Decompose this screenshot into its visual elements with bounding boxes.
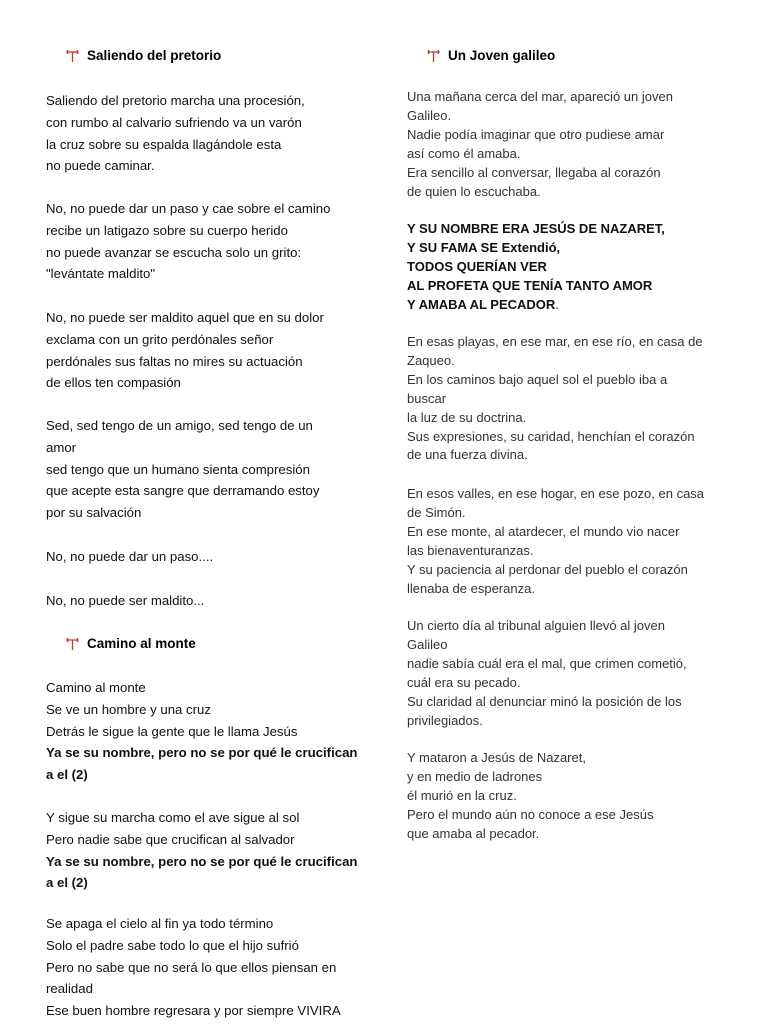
stanza: No, no puede dar un paso....	[46, 549, 214, 564]
stanza: Saliendo del pretorio marcha una procesión, con rumbo al calvario sufriendo va un varón la cruz sobre su espalda llagándole esta no puede caminar.	[46, 93, 305, 174]
stanza: Una mañana cerca del mar, apareció un joven Galileo. Nadie podía imaginar que otro pudiese amar así como él amaba. Era sencillo al conversar, llegaba al corazón de quien lo escuchaba.	[407, 89, 673, 199]
song-title-camino: Camino al monte	[66, 636, 196, 651]
stanza: En esos valles, en ese hogar, en ese pozo, en casa de Simón. En ese monte, al atardecer, el mundo vio nacer las bienaventuranzas. Y su paciencia al perdonar del pueblo el corazón llenaba de esperanza.	[407, 486, 705, 596]
stanza: Camino al monte Se ve un hombre y una cruz Detrás le sigue la gente que le llama Jesús Ya se su nombre, pero no se por qué le crucifican a el (2)	[46, 680, 358, 783]
stanza: No, no puede ser maldito...	[46, 593, 205, 608]
cross-arrow-icon	[66, 49, 79, 63]
cross-arrow-icon	[66, 637, 79, 651]
cross-arrow-icon	[427, 49, 440, 63]
song-title-saliendo: Saliendo del pretorio	[66, 48, 221, 63]
stanza: No, no puede dar un paso y cae sobre el camino recibe un latigazo sobre su cuerpo herido no puede avanzar se escucha solo un grito: "levántate maldito"	[46, 201, 331, 282]
stanza: Se apaga el cielo al fin ya todo término Solo el padre sabe todo lo que el hijo sufrió Pero no sabe que no será lo que ellos piensan en realidad Ese buen hombre regresara y por siempre VIVIRA	[46, 916, 341, 1019]
song-title-joven-galileo: Un Joven galileo	[427, 48, 555, 63]
chorus: Y SU NOMBRE ERA JESÚS DE NAZARET, Y SU FAMA SE Extendió, TODOS QUERÍAN VER AL PROFETA QUE TENÍA TANTO AMOR Y AMABA AL PECADOR.	[407, 221, 665, 312]
stanza: Sed, sed tengo de un amigo, sed tengo de un amor sed tengo que un humano sienta compresión que acepte esta sangre que derramando estoy por su salvación	[46, 418, 320, 521]
stanza: Un cierto día al tribunal alguien llevó al joven Galileo nadie sabía cuál era el mal, que crimen cometió, cuál era su pecado. Su claridad al denunciar minó la posición de los privilegiados.	[407, 618, 687, 728]
stanza: Y sigue su marcha como el ave sigue al sol Pero nadie sabe que crucifican al salvador Ya se su nombre, pero no se por qué le crucifican a el (2)	[46, 810, 358, 891]
stanza: Y mataron a Jesús de Nazaret, y en medio de ladrones él murió en la cruz. Pero el mundo aún no conoce a ese Jesús que amaba al pecador.	[407, 750, 654, 841]
stanza: No, no puede ser maldito aquel que en su dolor exclama con un grito perdónales señor perdónales sus faltas no mires su actuación de ellos ten compasión	[46, 310, 324, 391]
stanza: En esas playas, en ese mar, en ese río, en casa de Zaqueo. En los caminos bajo aquel sol el pueblo iba a buscar la luz de su doctrina. Sus expresiones, su caridad, henchían el corazón de una fuerza divina.	[407, 334, 703, 463]
